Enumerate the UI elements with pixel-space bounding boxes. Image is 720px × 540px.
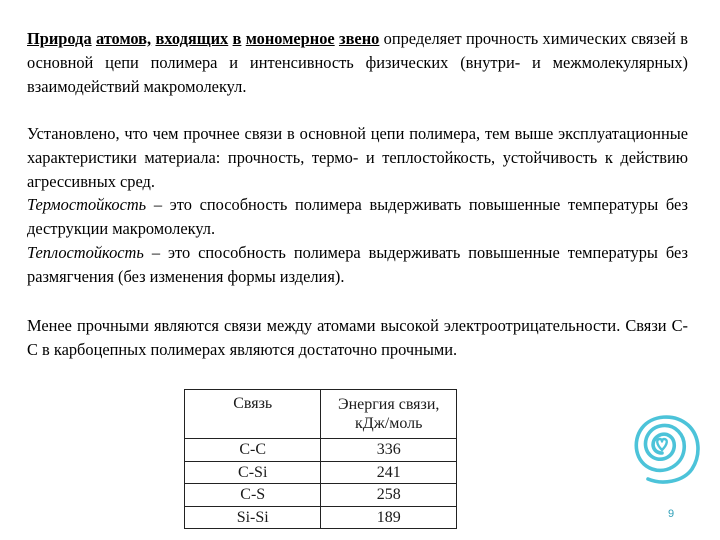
term-thermostability: Термостойкость xyxy=(27,195,147,215)
table-row xyxy=(185,506,457,529)
table-header-row xyxy=(185,390,457,439)
emph-word: звено xyxy=(338,29,380,48)
paragraph-electronegativity: Менее прочными являются связи между атомами высокой электроотрицательности. Связи С-С в карбоцепных полимерах являются достаточно прочными. xyxy=(27,316,688,359)
emph-word: атомов, xyxy=(95,29,152,48)
paragraph-intro xyxy=(27,27,688,98)
header-energy: Энергия связи, кДж/моль xyxy=(321,390,457,439)
cell-energy: 189 xyxy=(321,506,457,529)
definition-heat-resistance: Термостойкость – это способность полимера выдерживать повышенные температуры без деструкции макромолекул. xyxy=(27,195,688,239)
properties-statement: Установлено, что чем прочнее связи в основной цепи полимера, тем выше эксплуатационные характеристики материала: прочность, термо- и теплостойкость, устойчивость к действию агрессивных сред. xyxy=(27,124,688,191)
cell-bond: C-C xyxy=(185,439,321,462)
header-bond: Связь xyxy=(185,390,321,439)
definition-softening-resistance: Теплостойкость – это способность полимера выдерживать повышенные температуры без размягчения (без изменения формы изделия). xyxy=(27,242,688,286)
emph-word: входящих xyxy=(155,29,229,48)
intro-rest: определяет прочность химических связей в основной цепи полимера и интенсивность физических (внутри- и межмолекулярных) взаимодействий макромолекул. xyxy=(27,29,688,96)
term-heat-resistance: Теплостойкость xyxy=(27,242,144,262)
cell-bond: C-S xyxy=(185,484,321,507)
bond-energy-table xyxy=(184,389,457,529)
emph-word: мономерное xyxy=(245,29,335,48)
cell-energy: 241 xyxy=(321,461,457,484)
page-number: 9 xyxy=(668,508,675,520)
spiral-heart-icon xyxy=(620,403,704,487)
table-row xyxy=(185,484,457,507)
cell-energy: 258 xyxy=(321,484,457,507)
cell-bond: Si-Si xyxy=(185,506,321,529)
emph-word: в xyxy=(232,29,242,48)
table-row xyxy=(185,439,457,462)
cell-bond: C-Si xyxy=(185,461,321,484)
table-row xyxy=(185,461,457,484)
cell-energy: 336 xyxy=(321,439,457,462)
paragraph-properties xyxy=(27,122,688,289)
emph-word: Природа xyxy=(27,29,92,48)
